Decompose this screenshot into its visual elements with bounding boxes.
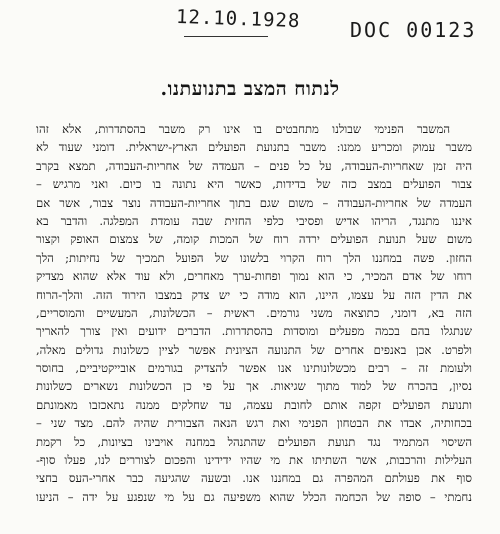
body-line: ולעומת זה – רבים מכשלונותינו אנו אפשר להצדיק בגורמים אובייקטיביים, בחוסר [36, 361, 472, 376]
body-line: איננו מתנגד, הריהו אדיש ופסיבי כלפי החזית שבה עומדת המפלגה. והדבר בא [36, 213, 472, 228]
date-underline [184, 36, 268, 37]
body-line: ולפרט. אכן באנפים אחרים של התנועה הציונית אפשר לציין כשלונות גדולים מאלה, [36, 342, 472, 357]
body-line: נחמתי – סופה של הכחמה הכלל שהוא משפיעה גם על מי שנפגע על ידה – הניעו [36, 489, 472, 504]
body-line: ותנועת הפועלים זקפה אותם לחובת עצמה, עד שחלקים ממנה נתאכזבו מאמונתם [36, 397, 472, 412]
handwritten-date: 12.10.1928 [175, 5, 301, 33]
body-line: רוחו של אדם המכיר, כי הוא נמוך ופחות-ערך מאחרים, ולא עוד אלא שהוא מצדיק [36, 269, 472, 284]
document-body [36, 120, 472, 506]
body-line: העמדה של אחריות-העבודה – משום שגם בתוך אחריות-העבודה נוצר צבור, אשר אם [36, 195, 472, 210]
body-line: שנתגלו בהם בכמה מפעלים ומוסדות בהסתדרות. הדברים ידועים ואין צורך להאריך [36, 324, 472, 339]
body-line: סוף את פעולתם המהפרה גם במחננו אנו. ובשעה שהגיעה כבר אחרי-העס בחצי [36, 471, 472, 486]
body-line: צבור הפועלים במצב כזה של בדידות, כאשר היא נתונה בו כיום. ואני מרגיש – [36, 177, 472, 192]
body-line: בכחותיה, אבדו את הבטחון הפנימי ואת רגש הנאה הצבורית שהיה להם. מצד שני – [36, 416, 472, 431]
document-title: לנתוח המצב בתנועתנו. [160, 78, 340, 100]
document-number: DOC 00123 [350, 18, 477, 42]
body-line: משום שעל תנועת הפועלים ירדה רוח של המכות קומה, של צמצום האופק וקצור [36, 232, 472, 247]
body-line: המשבר הפנימי שבולנו מתחבטים בו אינו רק משבר בהסתדרות, אלא זהו [36, 122, 450, 136]
body-line: השיסוי המתמיד נגד תנועת הפועלים שהתנהל במחנה אויבינו בציונות, כל רקמת [36, 434, 472, 449]
body-line: נסיון, בהכרח של למוד מתוך שגיאות. אך על פי כן הכשלונות נשארים כשלונות [36, 379, 472, 394]
body-line: העלילות והרכבות, אשר השתיתו את מי שהיו ידידינו והפכום לצוררים לנו, פעלו סוף- [36, 453, 472, 468]
body-line: החזון. פשה במחננו הלך רוח הקרוי בלשונו של הפועל תמכיך של נחיתות; הלך [36, 250, 472, 265]
body-line: משבר עמוק ומכריע ממנו: משבר בתנועת הפועלים הארץ-ישראלית. דומני שעוד לא [36, 140, 472, 155]
body-line: היה זמן שאחריות-העבודה, על כל פנים – העמדה של אחריות-העבודה, תמצא בקרב [36, 158, 472, 173]
body-line: הזה בא, דומני, כתוצאה משני גורמים. ראשית – הכשלונות, המעשיים והמוסריים, [36, 305, 472, 320]
body-line: את הדין הזה על עצמו, היינו, הוא מודה כי יש צדק במצבו הירוד הזה. והלך-הרוח [36, 287, 472, 302]
